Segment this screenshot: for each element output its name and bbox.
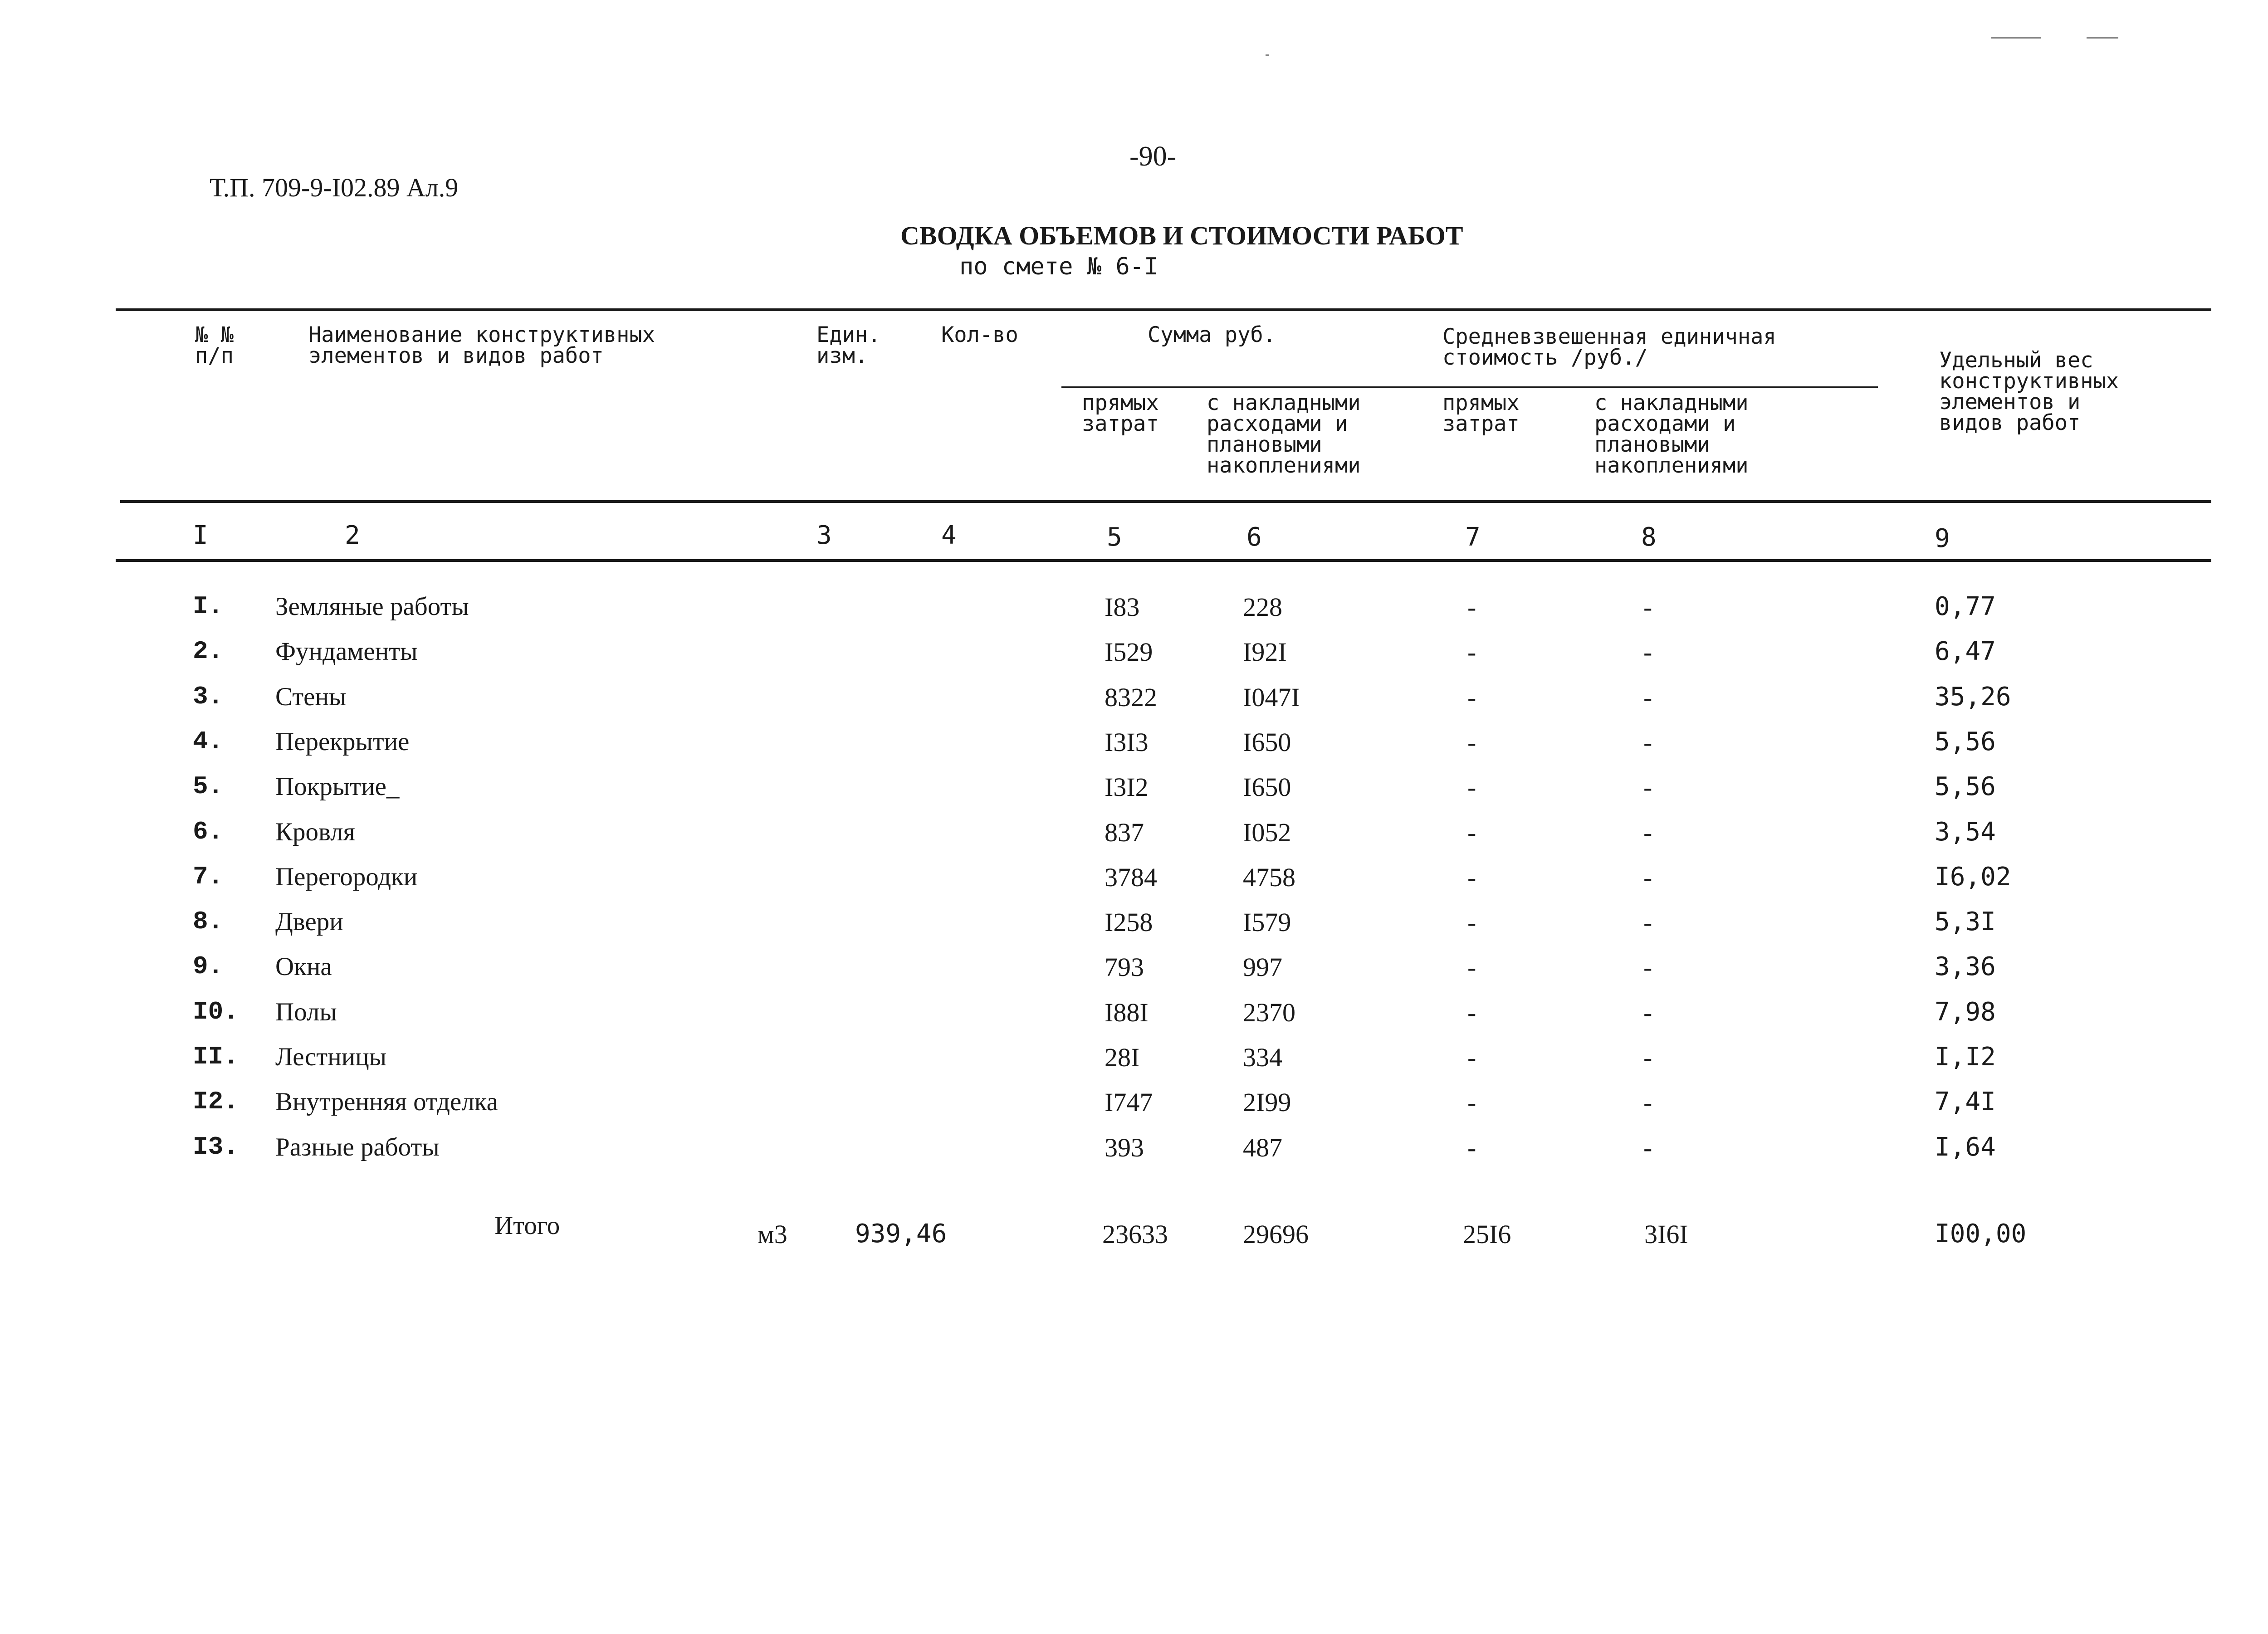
page-number: -90- <box>1129 141 1177 172</box>
row-name: Двери <box>275 907 343 936</box>
row-name: Фундаменты <box>275 637 418 666</box>
scan-speck <box>1266 54 1269 56</box>
column-number: 9 <box>1935 524 1950 553</box>
row-direct: I3I3 <box>1105 727 1149 757</box>
header-sum-direct: прямых затрат <box>1082 390 1159 436</box>
header-unit: Един. изм. <box>816 322 881 368</box>
column-numbers-rule <box>116 559 2211 562</box>
row-overhead: 2370 <box>1243 998 1295 1027</box>
row-overhead: 334 <box>1243 1043 1282 1072</box>
row-direct: I88I <box>1105 998 1149 1027</box>
row-avg-overhead: - <box>1643 772 1652 802</box>
total-unit: м3 <box>758 1219 787 1249</box>
row-overhead: I052 <box>1243 818 1291 847</box>
row-share: 7,98 <box>1935 997 1996 1027</box>
row-name: Перегородки <box>275 863 418 891</box>
row-avg-overhead: - <box>1643 592 1652 622</box>
row-overhead: I047I <box>1243 683 1300 712</box>
row-avg-direct: - <box>1467 1088 1476 1117</box>
row-name: Лестницы <box>275 1043 387 1071</box>
row-avg-overhead: - <box>1643 863 1652 892</box>
row-share: I6,02 <box>1935 862 2011 892</box>
column-number: 3 <box>816 521 832 550</box>
row-avg-direct: - <box>1467 592 1476 622</box>
row-avg-overhead: - <box>1643 1043 1652 1072</box>
row-share: 3,36 <box>1935 952 1996 981</box>
row-name: Покрытие_ <box>275 772 400 801</box>
total-avg-overhead: 3I6I <box>1644 1219 1688 1249</box>
header-num: № № п/п <box>195 322 234 368</box>
row-avg-overhead: - <box>1643 683 1652 712</box>
row-avg-direct: - <box>1467 863 1476 892</box>
row-direct: 793 <box>1105 952 1144 982</box>
row-direct: 8322 <box>1105 683 1157 712</box>
row-name: Окна <box>275 952 332 981</box>
page-subtitle: по смете № 6-I <box>959 253 1158 280</box>
row-name: Кровля <box>275 818 355 846</box>
header-qty: Кол-во <box>941 322 1018 347</box>
column-number: 5 <box>1107 522 1122 552</box>
row-name: Полы <box>275 998 337 1026</box>
row-avg-overhead: - <box>1643 1088 1652 1117</box>
row-share: 6,47 <box>1935 637 1996 666</box>
row-number: I0. <box>193 997 239 1026</box>
header-name: Наименование конструктивных элементов и видов работ <box>308 322 655 368</box>
document-code: Т.П. 709-9-I02.89 Ал.9 <box>210 173 459 202</box>
row-avg-direct: - <box>1467 772 1476 802</box>
table-top-rule <box>116 308 2211 311</box>
header-sum: Сумма руб. <box>1148 322 1276 347</box>
sum-header-rule <box>1061 386 1878 388</box>
row-overhead: 487 <box>1243 1133 1282 1162</box>
row-name: Земляные работы <box>275 592 469 621</box>
scan-speck <box>2087 37 2118 39</box>
header-avg: Средневзвешенная единичная стоимость /руб./ <box>1442 324 1776 370</box>
row-avg-overhead: - <box>1643 907 1652 937</box>
row-avg-overhead: - <box>1643 998 1652 1027</box>
column-number: 6 <box>1246 522 1262 552</box>
row-avg-direct: - <box>1467 683 1476 712</box>
column-number: 2 <box>345 521 360 550</box>
header-share: Удельный вес конструктивных элементов и видов работ <box>1939 348 2119 435</box>
total-overhead: 29696 <box>1243 1219 1309 1249</box>
total-avg-direct: 25I6 <box>1463 1219 1511 1249</box>
row-direct: 28I <box>1105 1043 1140 1072</box>
header-bottom-rule <box>120 500 2211 503</box>
row-direct: 3784 <box>1105 863 1157 892</box>
row-number: 4. <box>193 727 224 756</box>
row-avg-direct: - <box>1467 727 1476 757</box>
page-title: СВОДКА ОБЪЕМОВ И СТОИМОСТИ РАБОТ <box>900 221 1463 250</box>
row-share: 0,77 <box>1935 592 1996 621</box>
row-overhead: I579 <box>1243 907 1291 937</box>
row-direct: I258 <box>1105 907 1153 937</box>
row-share: 5,56 <box>1935 772 1996 801</box>
row-direct: I3I2 <box>1105 772 1149 802</box>
row-share: I,I2 <box>1935 1042 1996 1072</box>
total-label: Итого <box>494 1211 560 1240</box>
total-share: I00,00 <box>1935 1219 2027 1249</box>
column-number: 8 <box>1641 522 1657 552</box>
row-overhead: 2I99 <box>1243 1088 1291 1117</box>
column-number: I <box>193 521 208 550</box>
row-share: 35,26 <box>1935 682 2011 712</box>
row-overhead: 228 <box>1243 592 1282 622</box>
row-name: Внутренняя отделка <box>275 1088 498 1116</box>
header-avg-direct: прямых затрат <box>1442 390 1520 436</box>
row-overhead: 4758 <box>1243 863 1295 892</box>
total-qty: 939,46 <box>855 1219 947 1249</box>
row-overhead: I92I <box>1243 637 1287 667</box>
total-direct: 23633 <box>1102 1219 1168 1249</box>
row-number: 3. <box>193 682 224 711</box>
row-number: 2. <box>193 637 224 666</box>
row-avg-direct: - <box>1467 637 1476 667</box>
row-number: I2. <box>193 1087 239 1116</box>
row-share: 3,54 <box>1935 817 1996 847</box>
column-number: 4 <box>941 521 957 550</box>
row-number: 6. <box>193 817 224 846</box>
row-avg-direct: - <box>1467 952 1476 982</box>
row-share: 7,4I <box>1935 1087 1996 1117</box>
row-avg-direct: - <box>1467 998 1476 1027</box>
row-avg-direct: - <box>1467 818 1476 847</box>
row-avg-overhead: - <box>1643 637 1652 667</box>
scan-speck <box>1991 37 2041 39</box>
row-name: Перекрытие <box>275 727 410 756</box>
row-overhead: I650 <box>1243 727 1291 757</box>
row-direct: I83 <box>1105 592 1140 622</box>
row-name: Разные работы <box>275 1133 440 1161</box>
row-avg-overhead: - <box>1643 952 1652 982</box>
row-direct: 393 <box>1105 1133 1144 1162</box>
row-share: 5,56 <box>1935 727 1996 756</box>
row-name: Стены <box>275 683 347 711</box>
row-overhead: I650 <box>1243 772 1291 802</box>
row-number: 9. <box>193 952 224 981</box>
row-number: I3. <box>193 1132 239 1161</box>
row-avg-overhead: - <box>1643 818 1652 847</box>
row-overhead: 997 <box>1243 952 1282 982</box>
row-number: 5. <box>193 772 224 801</box>
row-avg-direct: - <box>1467 1133 1476 1162</box>
row-direct: 837 <box>1105 818 1144 847</box>
row-avg-direct: - <box>1467 907 1476 937</box>
row-share: 5,3I <box>1935 907 1996 937</box>
row-number: I. <box>193 592 224 621</box>
header-sum-overhead: с накладными расходами и плановыми накоплениями <box>1207 390 1361 478</box>
row-number: 7. <box>193 862 224 891</box>
header-avg-overhead: с накладными расходами и плановыми накоплениями <box>1594 390 1749 478</box>
row-number: 8. <box>193 907 224 936</box>
column-number: 7 <box>1465 522 1481 552</box>
row-avg-overhead: - <box>1643 1133 1652 1162</box>
row-number: II. <box>193 1042 239 1071</box>
row-avg-direct: - <box>1467 1043 1476 1072</box>
row-direct: I529 <box>1105 637 1153 667</box>
row-direct: I747 <box>1105 1088 1153 1117</box>
row-avg-overhead: - <box>1643 727 1652 757</box>
row-share: I,64 <box>1935 1132 1996 1162</box>
